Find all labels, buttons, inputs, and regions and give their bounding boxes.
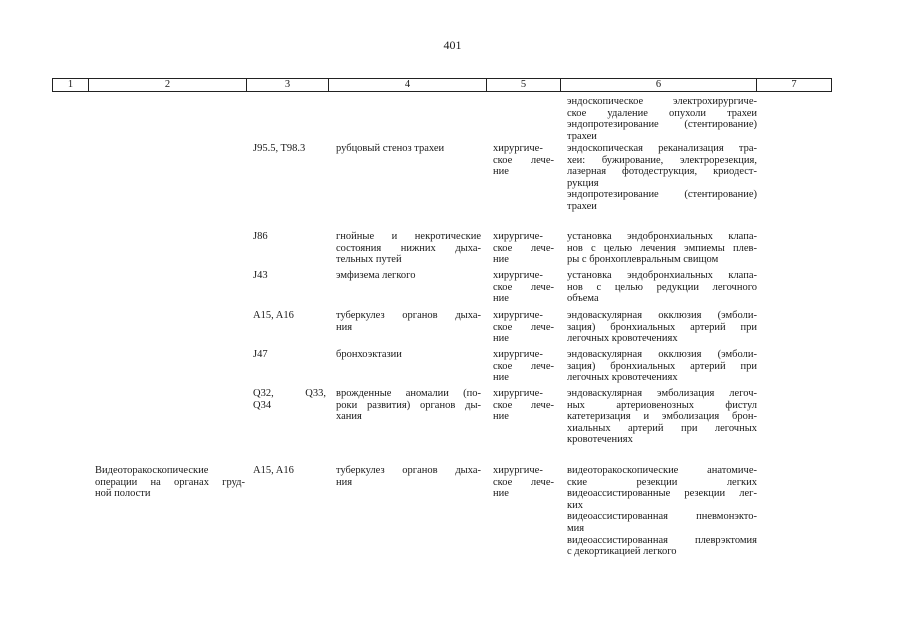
cell-text-line: хеи: бужирование, электрорезекция,	[567, 154, 757, 166]
cell-text-line: катетеризация и эмболизация брон-	[567, 411, 757, 423]
treatment-type-cell	[493, 388, 554, 423]
cell-text-line: туберкулез органов дыха-	[336, 465, 481, 476]
header-cell-4: 4	[329, 79, 487, 92]
cell-text-line: нов с целью лечения эмпиемы плев-	[567, 242, 757, 254]
header-row	[53, 79, 832, 92]
cell-text-line: хания	[336, 411, 362, 423]
cell-text-line: тельных путей	[336, 254, 402, 266]
cell-text-line: ние	[493, 488, 509, 500]
cell-text-line: J47	[253, 349, 268, 360]
cell-text-line: ния	[336, 321, 353, 333]
treatment-type-cell	[493, 231, 554, 266]
diagnosis-cell	[336, 310, 481, 333]
cell-text-line: установка эндобронхиальных клапа-	[567, 270, 757, 281]
cell-text-line: состояния нижних дыха-	[336, 242, 481, 254]
cell-text-line: врожденные аномалии (по-	[336, 388, 481, 399]
diagnosis-cell	[336, 465, 481, 488]
diagnosis-cell	[336, 143, 481, 155]
cell-text-line: ские резекции легких	[567, 476, 757, 488]
icd-code-cell	[253, 231, 326, 243]
header-cell-3: 3	[247, 79, 329, 92]
treatment-type-cell	[493, 465, 554, 500]
cell-text-line: эндоваскулярная эмболизация легоч-	[567, 388, 757, 399]
cell-text-line: Видеоторакоскопические	[95, 465, 209, 476]
header-cell-7: 7	[757, 79, 832, 92]
cell-text-line: хирургиче-	[493, 310, 543, 321]
cell-text-line: ние	[493, 254, 509, 266]
cell-text-line: видеоассистированная пневмонэкто-	[567, 511, 757, 523]
icd-code-cell	[253, 143, 326, 155]
method-cell	[567, 270, 757, 305]
diagnosis-cell	[336, 231, 481, 266]
cell-text-line: ния	[336, 476, 353, 488]
cell-text-line: видеоторакоскопические анатомиче-	[567, 465, 757, 476]
cell-text-line: операции на органах груд-	[95, 476, 245, 488]
treatment-type-cell	[493, 143, 554, 178]
cell-text-line: хирургиче-	[493, 388, 543, 399]
column-number-header	[52, 78, 832, 92]
cell-text-line: A15, A16	[253, 310, 294, 321]
cell-text-line: хиальных артерий при легочных	[567, 422, 757, 434]
cell-text-line: ское лече-	[493, 399, 554, 411]
cell-text-line: ние	[493, 166, 509, 178]
treatment-type-cell	[493, 310, 554, 345]
page-number: 401	[443, 38, 462, 52]
cell-text-line: Q34	[253, 399, 272, 411]
cell-text-line: видеоассистированные резекции лег-	[567, 488, 757, 500]
cell-text-line: эндоскопическое электрохирургиче-	[567, 96, 757, 107]
cell-text-line: хирургиче-	[493, 465, 543, 476]
cell-text-line: ское лече-	[493, 360, 554, 372]
procedure-group-cell	[95, 465, 245, 500]
cell-text-line: эндоскопическая реканализация тра-	[567, 143, 757, 154]
cell-text-line: ское лече-	[493, 476, 554, 488]
cell-text-line: эндопротезирование (стентирование)	[567, 189, 757, 201]
cell-text-line: ры с бронхоплевральным свищом	[567, 254, 719, 266]
method-cell	[567, 96, 757, 142]
cell-text-line: эндопротезирование (стентирование)	[567, 119, 757, 131]
cell-text-line: хирургиче-	[493, 270, 543, 281]
cell-text-line: зация) бронхиальных артерий при	[567, 321, 757, 333]
header-cell-5: 5	[487, 79, 561, 92]
cell-text-line: ние	[493, 411, 509, 423]
cell-text-line: зация) бронхиальных артерий при	[567, 360, 757, 372]
cell-text-line: Q32, Q33,	[253, 388, 326, 399]
cell-text-line: ких	[567, 499, 583, 511]
cell-text-line: с декортикацией легкого	[567, 546, 677, 558]
header-cell-6: 6	[561, 79, 757, 92]
cell-text-line: туберкулез органов дыха-	[336, 310, 481, 321]
cell-text-line: A15, A16	[253, 465, 294, 476]
cell-text-line: лазерная фотодеструкция, криодест-	[567, 166, 757, 178]
cell-text-line: эмфизема легкого	[336, 270, 416, 281]
cell-text-line: ной полости	[95, 488, 151, 500]
diagnosis-cell	[336, 270, 481, 282]
cell-text-line: мия	[567, 522, 585, 534]
header-cell-1: 1	[53, 79, 89, 92]
header-cell-2: 2	[89, 79, 247, 92]
cell-text-line: ское лече-	[493, 242, 554, 254]
cell-text-line: ское лече-	[493, 281, 554, 293]
cell-text-line: ние	[493, 372, 509, 384]
icd-code-cell	[253, 310, 326, 322]
cell-text-line: эндоваскулярная окклюзия (эмболи-	[567, 310, 757, 321]
cell-text-line: ское лече-	[493, 154, 554, 166]
cell-text-line: нов с целью редукции легочного	[567, 281, 757, 293]
icd-code-cell	[253, 465, 326, 477]
cell-text-line: рукция	[567, 177, 599, 189]
icd-code-cell	[253, 388, 326, 411]
cell-text-line: J43	[253, 270, 268, 281]
cell-text-line: трахеи	[567, 200, 597, 212]
cell-text-line: хирургиче-	[493, 143, 543, 154]
method-cell	[567, 388, 757, 446]
treatment-type-cell	[493, 270, 554, 305]
icd-code-cell	[253, 270, 326, 282]
method-cell	[567, 310, 757, 345]
cell-text-line: ных артериовенозных фистул	[567, 399, 757, 411]
cell-text-line: кровотечениях	[567, 434, 633, 446]
cell-text-line: хирургиче-	[493, 231, 543, 242]
method-cell	[567, 465, 757, 558]
cell-text-line: J86	[253, 231, 268, 242]
cell-text-line: эндоваскулярная окклюзия (эмболи-	[567, 349, 757, 360]
cell-text-line: роки развития) органов ды-	[336, 399, 481, 411]
cell-text-line: J95.5, T98.3	[253, 143, 306, 154]
cell-text-line: ское удаление опухоли трахеи	[567, 107, 757, 119]
cell-text-line: ское лече-	[493, 321, 554, 333]
cell-text-line: рубцовый стеноз трахеи	[336, 143, 445, 154]
cell-text-line: видеоассистированная плеврэктомия	[567, 534, 757, 546]
cell-text-line: ние	[493, 333, 509, 345]
method-cell	[567, 143, 757, 213]
cell-text-line: бронхоэктазии	[336, 349, 402, 360]
method-cell	[567, 231, 757, 266]
diagnosis-cell	[336, 388, 481, 423]
diagnosis-cell	[336, 349, 481, 361]
method-cell	[567, 349, 757, 384]
cell-text-line: объема	[567, 293, 599, 305]
cell-text-line: ние	[493, 293, 509, 305]
cell-text-line: гнойные и некротические	[336, 231, 481, 242]
cell-text-line: трахеи	[567, 130, 597, 142]
treatment-type-cell	[493, 349, 554, 384]
icd-code-cell	[253, 349, 326, 361]
cell-text-line: установка эндобронхиальных клапа-	[567, 231, 757, 242]
cell-text-line: легочных кровотечениях	[567, 333, 678, 345]
cell-text-line: хирургиче-	[493, 349, 543, 360]
cell-text-line: легочных кровотечениях	[567, 372, 678, 384]
